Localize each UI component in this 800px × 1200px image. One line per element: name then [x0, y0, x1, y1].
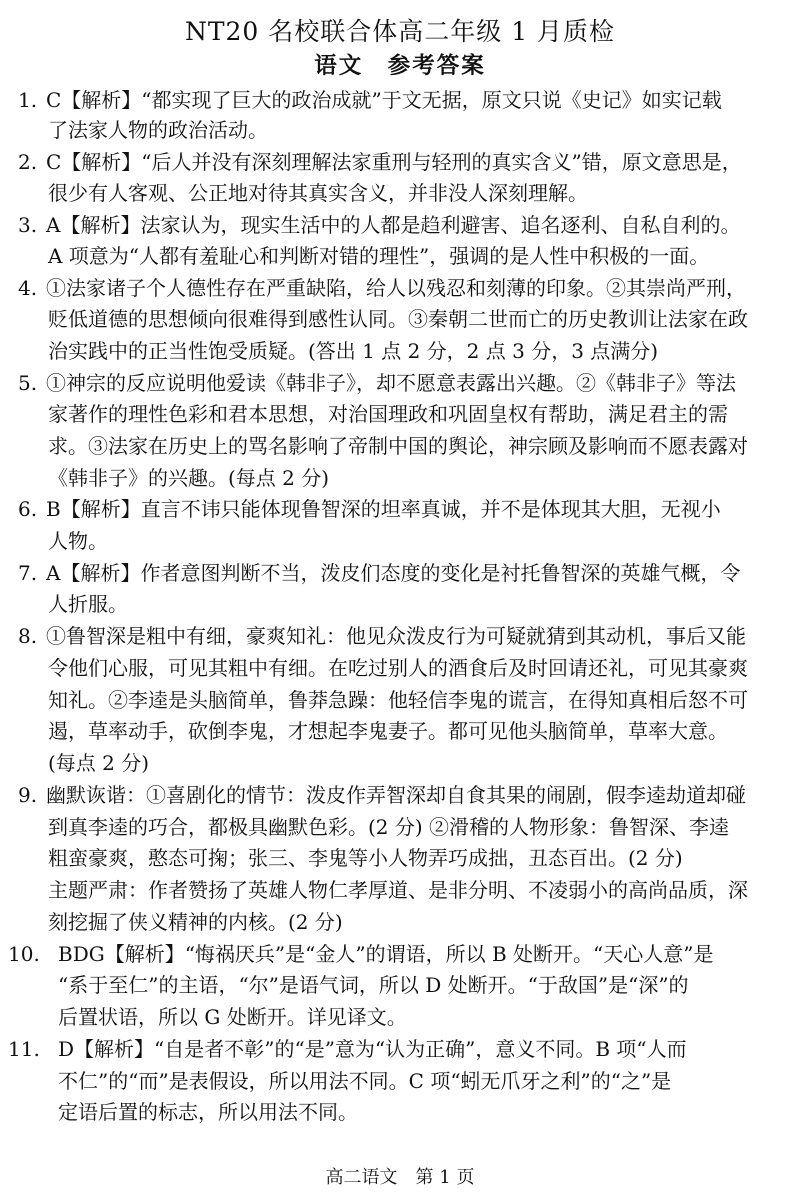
answer-text: 很少有人客观、公正地对待其真实含义，并非没人深刻理解。	[48, 181, 588, 205]
answer-text: 不仁”的“而”是表假设，所以用法不同。C 项“蚓无爪牙之利”的“之”是	[58, 1069, 672, 1093]
answer-number: 7.	[18, 561, 38, 585]
answer-number: 2.	[18, 150, 38, 174]
answer-number: 8.	[18, 624, 38, 648]
answer-text: 到真李逵的巧合，都极具幽默色彩。(2 分) ②滑稽的人物形象：鲁智深、李逵	[48, 815, 730, 839]
answer-text: A【解析】法家认为，现实生活中的人都是趋利避害、追名逐利、自私自利的。	[46, 213, 741, 237]
answer-text: B【解析】直言不讳只能体现鲁智深的坦率真诚，并不是体现其大胆，无视小	[46, 497, 721, 521]
answer-text: 后置状语，所以 G 处断开。详见译文。	[58, 1005, 407, 1029]
answer-text: 家著作的理性色彩和君本思想，对治国理政和巩固皇权有帮助，满足君主的需	[48, 402, 728, 426]
answer-number: 6.	[18, 497, 38, 521]
answer-text: 遏，草率动手，砍倒李鬼，才想起李鬼妻子。都可见他头脑简单，草率大意。	[48, 719, 728, 743]
answer-text: C【解析】“后人并没有深刻理解法家重刑与轻刑的真实含义”错，原文意思是，	[46, 150, 742, 174]
answer-text: ①鲁智深是粗中有细，豪爽知礼：他见众泼皮行为可疑就猜到其动机，事后又能	[46, 624, 746, 648]
page-title: NT20 名校联合体高二年级 1 月质检	[184, 17, 616, 46]
answer-number: 1.	[18, 88, 38, 112]
answer-number: 10.	[8, 942, 40, 966]
answer-text: ①神宗的反应说明他爱读《韩非子》，却不愿意表露出兴趣。②《韩非子》等法	[46, 371, 736, 395]
answer-text: 贬低道德的思想倾向很难得到感性认同。③秦朝二世而亡的历史教训让法家在政	[48, 307, 748, 331]
answer-text: 人折服。	[48, 592, 128, 616]
page-footer: 高二语文 第 1 页	[325, 1167, 475, 1188]
answer-text: “系于至仁”的主语，“尔”是语气词，所以 D 处断开。“于敌国”是“深”的	[58, 973, 689, 997]
answer-text: ①法家诸子个人德性存在严重缺陷，给人以残忍和刻薄的印象。②其崇尚严刑，	[46, 276, 746, 300]
answer-text: 治实践中的正当性饱受质疑。(答出 1 点 2 分，2 点 3 分，3 点满分)	[48, 339, 659, 363]
answer-number: 4.	[18, 276, 38, 300]
answer-text: 人物。	[48, 529, 108, 553]
answer-text: 刻挖掘了侠义精神的内核。(2 分)	[48, 910, 343, 934]
answer-number: 9.	[18, 783, 38, 807]
answer-text: C【解析】“都实现了巨大的政治成就”于文无据，原文只说《史记》如实记载	[46, 88, 722, 112]
answer-number: 5.	[18, 371, 38, 395]
answer-text: 定语后置的标志，所以用法不同。	[58, 1100, 358, 1124]
answer-text: 了法家人物的政治活动。	[48, 118, 268, 142]
answer-text: 令他们心服，可见其粗中有细。在吃过别人的酒食后及时回请还礼，可见其豪爽	[48, 656, 748, 680]
answer-text: 知礼。②李逵是头脑简单，鲁莽急躁：他轻信李鬼的谎言，在得知真相后怒不可	[48, 688, 748, 712]
answer-number: 3.	[18, 213, 38, 237]
answer-text: A 项意为“人都有羞耻心和判断对错的理性”，强调的是人性中积极的一面。	[48, 244, 710, 268]
answer-text: 幽默诙谐：①喜剧化的情节：泼皮作弄智深却自食其果的闹剧，假李逵劫道却碰	[46, 783, 746, 807]
answer-text: A【解析】作者意图判断不当，泼皮们态度的变化是衬托鲁智深的英雄气概，令	[46, 561, 741, 585]
answer-text: D【解析】“自是者不彰”的“是”意为“认为正确”，意义不同。B 项“人而	[58, 1037, 687, 1061]
answer-text: 求。③法家在历史上的骂名影响了帝制中国的舆论，神宗顾及影响而不愿表露对	[48, 434, 748, 458]
answer-text: (每点 2 分)	[48, 751, 150, 775]
answer-text: 主题严肃：作者赞扬了英雄人物仁孝厚道、是非分明、不凌弱小的高尚品质，深	[48, 878, 748, 902]
page-subtitle: 语文 参考答案	[314, 53, 486, 79]
answer-number: 11.	[8, 1037, 40, 1061]
answer-text: 粗蛮豪爽，憨态可掬；张三、李鬼等小人物弄巧成拙，丑态百出。(2 分)	[48, 846, 683, 870]
answer-text: 《韩非子》的兴趣。(每点 2 分)	[48, 466, 330, 490]
answer-text: BDG【解析】“悔祸厌兵”是“金人”的谓语，所以 B 处断开。“天心人意”是	[58, 942, 714, 966]
